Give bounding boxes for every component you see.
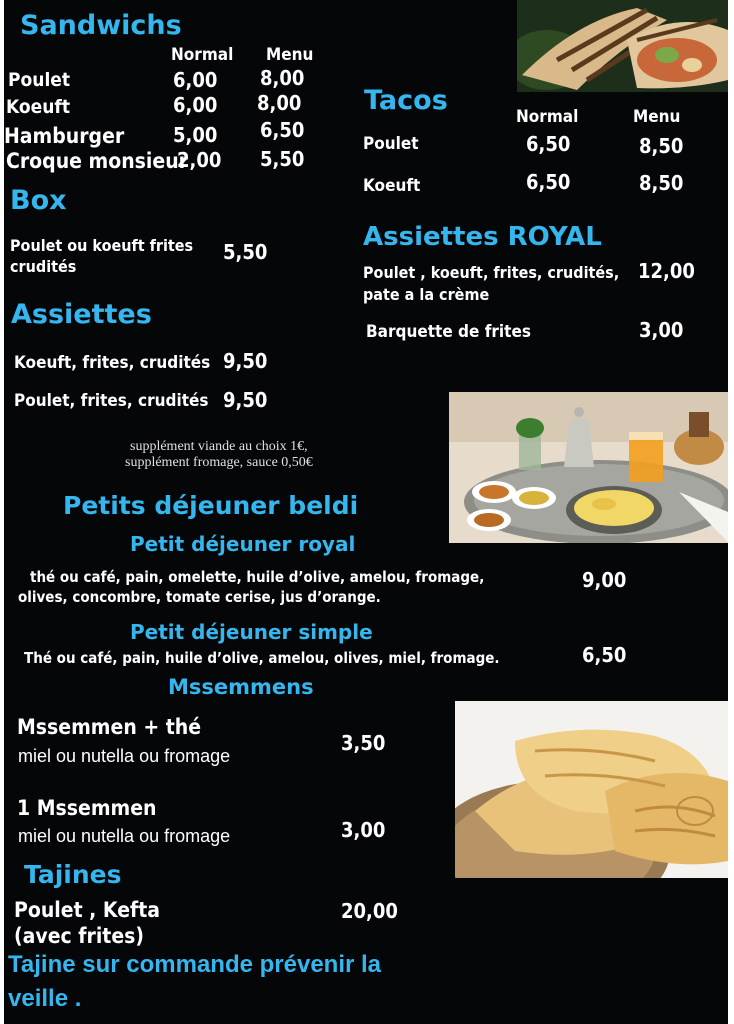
simple-breakfast-line: Thé ou café, pain, huile d’olive, amelou, olives, miel, fromage. (24, 649, 500, 667)
sandwich-price-normal: 6,00 (173, 68, 218, 92)
box-heading: Box (10, 185, 67, 216)
sandwich-price-menu: 5,50 (260, 147, 305, 171)
breakfast-photo (449, 392, 728, 543)
tacos-price-normal: 6,50 (526, 132, 571, 156)
sandwich-name: Poulet (8, 69, 71, 91)
sandwich-price-normal: 5,00 (173, 123, 218, 147)
tajine-order-note-line1: Tajine sur commande prévenir la (8, 951, 382, 978)
supplement-note-line2: supplément fromage, sauce 0,50€ (125, 455, 313, 470)
assiette-price: 9,50 (223, 388, 268, 412)
tacos-price-normal: 6,50 (526, 170, 571, 194)
mssemmen-item1-price: 3,50 (341, 731, 386, 755)
mssemmen-item1-name: Mssemmen + thé (17, 715, 202, 739)
sandwich-price-menu: 8,00 (257, 91, 302, 115)
barquette-name: Barquette de frites (366, 322, 531, 342)
menu-page (4, 0, 728, 1024)
box-item-line2: crudités (10, 257, 77, 276)
msemmen-photo (455, 701, 728, 878)
tacos-col-menu: Menu (633, 107, 681, 127)
royal-item-line1: Poulet , koeuft, frites, crudités, (363, 263, 620, 282)
sandwich-price-menu: 6,50 (260, 118, 305, 142)
tajine-price: 20,00 (341, 899, 398, 923)
sandwich-name: Koeuft (6, 96, 71, 118)
sandwich-photo (517, 0, 728, 92)
royal-breakfast-line2: olives, concombre, tomate cerise, jus d’orange. (18, 588, 381, 606)
tacos-price-menu: 8,50 (639, 134, 684, 158)
assiettes-heading: Assiettes (11, 299, 152, 330)
royal-breakfast-line1: thé ou café, pain, omelette, huile d’olive, amelou, fromage, (30, 568, 485, 586)
royal-item-line2: pate a la crème (363, 285, 490, 304)
mssemmen-item2-name: 1 Mssemmen (17, 796, 157, 820)
tajines-heading: Tajines (24, 860, 122, 889)
sandwichs-col-menu: Menu (266, 45, 314, 65)
mssemmen-item2-options: miel ou nutella ou fromage (18, 826, 231, 846)
box-price: 5,50 (223, 240, 268, 264)
mssemmens-heading: Mssemmens (168, 675, 314, 699)
mssemmen-item1-options: miel ou nutella ou fromage (18, 746, 231, 766)
tajine-order-note-line2: veille . (8, 985, 82, 1012)
sandwich-name: Croque monsieur (6, 149, 188, 173)
royal-breakfast-price: 9,00 (582, 568, 627, 592)
supplement-note-line1: supplément viande au choix 1€, (130, 439, 308, 454)
sandwich-price-menu: 8,00 (260, 66, 305, 90)
tacos-heading: Tacos (364, 85, 448, 116)
assiette-name: Koeuft, frites, crudités (14, 353, 211, 373)
assiette-name: Poulet, frites, crudités (14, 391, 209, 411)
sandwichs-heading: Sandwichs (20, 10, 182, 41)
assiette-price: 9,50 (223, 349, 268, 373)
breakfast-heading: Petits déjeuner beldi (63, 491, 359, 520)
barquette-price: 3,00 (639, 318, 684, 342)
tacos-col-normal: Normal (516, 107, 579, 127)
royal-breakfast-heading: Petit déjeuner royal (130, 532, 356, 556)
box-item-line1: Poulet ou koeuft frites (10, 236, 194, 255)
tajine-item-line1: Poulet , Kefta (14, 898, 161, 922)
sandwich-name: Hamburger (4, 124, 125, 148)
royal-heading: Assiettes ROYAL (363, 222, 602, 252)
tajine-item-line2: (avec frites) (14, 924, 145, 948)
tacos-name: Koeuft (363, 176, 421, 196)
royal-price: 12,00 (638, 259, 695, 283)
sandwich-price-normal: 2,00 (177, 148, 222, 172)
sandwich-price-normal: 6,00 (173, 93, 218, 117)
simple-breakfast-heading: Petit déjeuner simple (130, 620, 373, 644)
tacos-name: Poulet (363, 134, 419, 154)
simple-breakfast-price: 6,50 (582, 643, 627, 667)
mssemmen-item2-price: 3,00 (341, 818, 386, 842)
tacos-price-menu: 8,50 (639, 171, 684, 195)
sandwichs-col-normal: Normal (171, 45, 234, 65)
